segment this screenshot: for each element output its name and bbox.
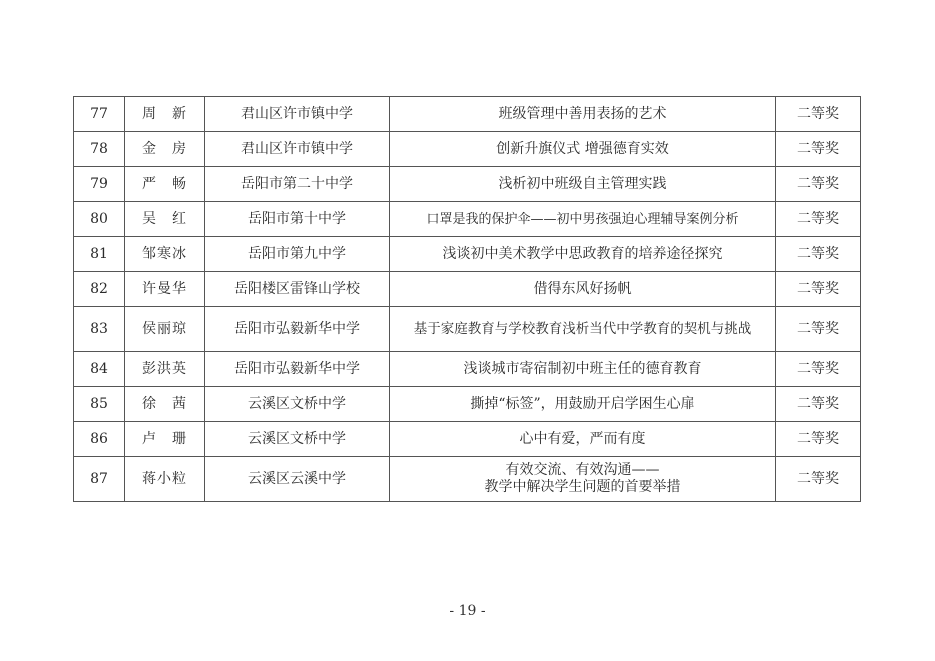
table-row xyxy=(74,387,861,422)
school-name: 君山区许市镇中学 xyxy=(205,132,390,167)
table-row xyxy=(74,167,861,202)
author-name: 蒋小粒 xyxy=(125,457,205,502)
paper-title-line: 有效交流、有效沟通—— xyxy=(505,462,660,478)
paper-title: 借得东风好扬帆 xyxy=(390,272,776,307)
paper-title: 心中有爱，严而有度 xyxy=(390,422,776,457)
row-number: 82 xyxy=(74,272,125,307)
paper-title xyxy=(390,457,776,502)
table-row xyxy=(74,97,861,132)
paper-title: 浅析初中班级自主管理实践 xyxy=(390,167,776,202)
award-level: 二等奖 xyxy=(776,132,861,167)
award-level: 二等奖 xyxy=(776,167,861,202)
award-level: 二等奖 xyxy=(776,237,861,272)
school-name: 岳阳市弘毅新华中学 xyxy=(205,352,390,387)
school-name: 岳阳市弘毅新华中学 xyxy=(205,307,390,352)
award-level: 二等奖 xyxy=(776,97,861,132)
author-name: 徐 茜 xyxy=(125,387,205,422)
author-name: 吴 红 xyxy=(125,202,205,237)
row-number: 83 xyxy=(74,307,125,352)
paper-title: 口罩是我的保护伞——初中男孩强迫心理辅导案例分析 xyxy=(390,202,776,237)
awards-table xyxy=(73,96,861,502)
author-name: 严 畅 xyxy=(125,167,205,202)
award-level: 二等奖 xyxy=(776,307,861,352)
row-number: 85 xyxy=(74,387,125,422)
table-row xyxy=(74,307,861,352)
table-row xyxy=(74,457,861,502)
school-name: 岳阳市第十中学 xyxy=(205,202,390,237)
table-row xyxy=(74,132,861,167)
award-level: 二等奖 xyxy=(776,457,861,502)
school-name: 岳阳楼区雷锋山学校 xyxy=(205,272,390,307)
table-row xyxy=(74,352,861,387)
author-name: 邹寒冰 xyxy=(125,237,205,272)
school-name: 云溪区云溪中学 xyxy=(205,457,390,502)
author-name: 周 新 xyxy=(125,97,205,132)
author-name: 彭洪英 xyxy=(125,352,205,387)
paper-title: 浅谈城市寄宿制初中班主任的德育教育 xyxy=(390,352,776,387)
paper-title: 班级管理中善用表扬的艺术 xyxy=(390,97,776,132)
paper-title: 基于家庭教育与学校教育浅析当代中学教育的契机与挑战 xyxy=(390,307,776,352)
paper-title-line: 教学中解决学生问题的首要举措 xyxy=(484,479,681,495)
award-level: 二等奖 xyxy=(776,422,861,457)
author-name: 侯丽琼 xyxy=(125,307,205,352)
table-row xyxy=(74,237,861,272)
author-name: 卢 珊 xyxy=(125,422,205,457)
row-number: 81 xyxy=(74,237,125,272)
row-number: 86 xyxy=(74,422,125,457)
row-number: 87 xyxy=(74,457,125,502)
award-level: 二等奖 xyxy=(776,272,861,307)
school-name: 云溪区文桥中学 xyxy=(205,387,390,422)
school-name: 君山区许市镇中学 xyxy=(205,97,390,132)
row-number: 84 xyxy=(74,352,125,387)
row-number: 78 xyxy=(74,132,125,167)
school-name: 岳阳市第九中学 xyxy=(205,237,390,272)
table-row xyxy=(74,202,861,237)
award-level: 二等奖 xyxy=(776,202,861,237)
table-row xyxy=(74,272,861,307)
paper-title: 浅谈初中美术教学中思政教育的培养途径探究 xyxy=(390,237,776,272)
table-row xyxy=(74,422,861,457)
paper-title: 创新升旗仪式 增强德育实效 xyxy=(390,132,776,167)
paper-title: 撕掉“标签”，用鼓励开启学困生心扉 xyxy=(390,387,776,422)
row-number: 77 xyxy=(74,97,125,132)
award-level: 二等奖 xyxy=(776,387,861,422)
school-name: 云溪区文桥中学 xyxy=(205,422,390,457)
school-name: 岳阳市第二十中学 xyxy=(205,167,390,202)
page-number: - 19 - xyxy=(449,603,486,619)
author-name: 许曼华 xyxy=(125,272,205,307)
row-number: 79 xyxy=(74,167,125,202)
row-number: 80 xyxy=(74,202,125,237)
award-level: 二等奖 xyxy=(776,352,861,387)
author-name: 金 房 xyxy=(125,132,205,167)
